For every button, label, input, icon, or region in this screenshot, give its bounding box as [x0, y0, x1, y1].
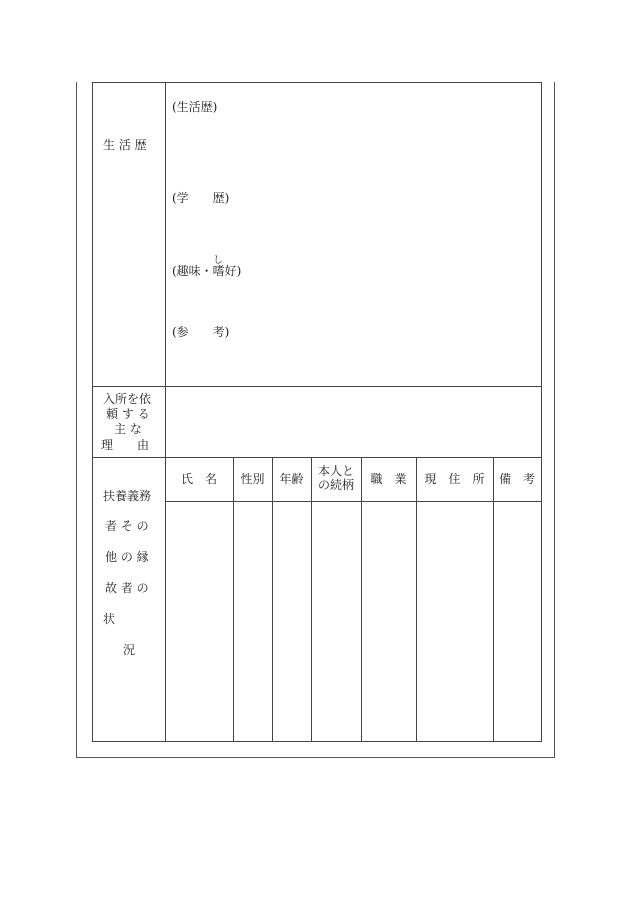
hobby-sub-label: (趣味・嗜好) [172, 264, 242, 278]
admission-reason-label-1: 入所を依 [103, 392, 152, 406]
life-history-label: 生 活 歴 [103, 138, 147, 152]
family-col-divider-5 [416, 457, 417, 741]
family-col-divider-1 [233, 457, 234, 741]
column-header-name: 氏 名 [180, 472, 217, 486]
family-status-label-2: 者 そ の [105, 519, 149, 533]
row-divider-1 [93, 386, 541, 387]
label-column-divider [165, 83, 166, 741]
family-col-divider-6 [493, 457, 494, 741]
column-header-occupation: 職 業 [370, 472, 407, 486]
family-status-label-4: 故 者 の [105, 581, 149, 595]
family-header-divider [165, 501, 541, 502]
family-col-divider-3 [311, 457, 312, 741]
column-header-remarks: 備 考 [498, 472, 535, 486]
family-status-label-3: 他 の 縁 [105, 550, 149, 564]
form-table [92, 82, 542, 742]
family-status-label-1: 扶養義務 [103, 489, 152, 503]
row-divider-2 [93, 457, 541, 458]
column-header-address: 現 住 所 [424, 472, 485, 486]
admission-reason-label-3: 主 な [114, 422, 142, 436]
family-col-divider-2 [272, 457, 273, 741]
admission-reason-label-4: 理 由 [101, 438, 150, 452]
hobby-ruby: し [213, 255, 223, 266]
column-header-relationship: 本人と の続柄 [317, 464, 354, 492]
column-header-sex: 性別 [240, 472, 265, 486]
outer-frame-bottom [76, 757, 555, 758]
family-status-label-5: 状 [103, 612, 116, 626]
life-history-sub-label: (生活歴) [172, 100, 218, 114]
family-status-label-6: 況 [123, 643, 136, 657]
outer-frame-right [554, 82, 555, 758]
reference-sub-label: (参 考) [172, 325, 230, 339]
admission-reason-label-2: 頼 す る [106, 407, 150, 421]
family-col-divider-4 [361, 457, 362, 741]
column-header-age: 年齢 [279, 472, 304, 486]
education-sub-label: (学 歴) [172, 191, 230, 205]
outer-frame-left [76, 82, 77, 758]
